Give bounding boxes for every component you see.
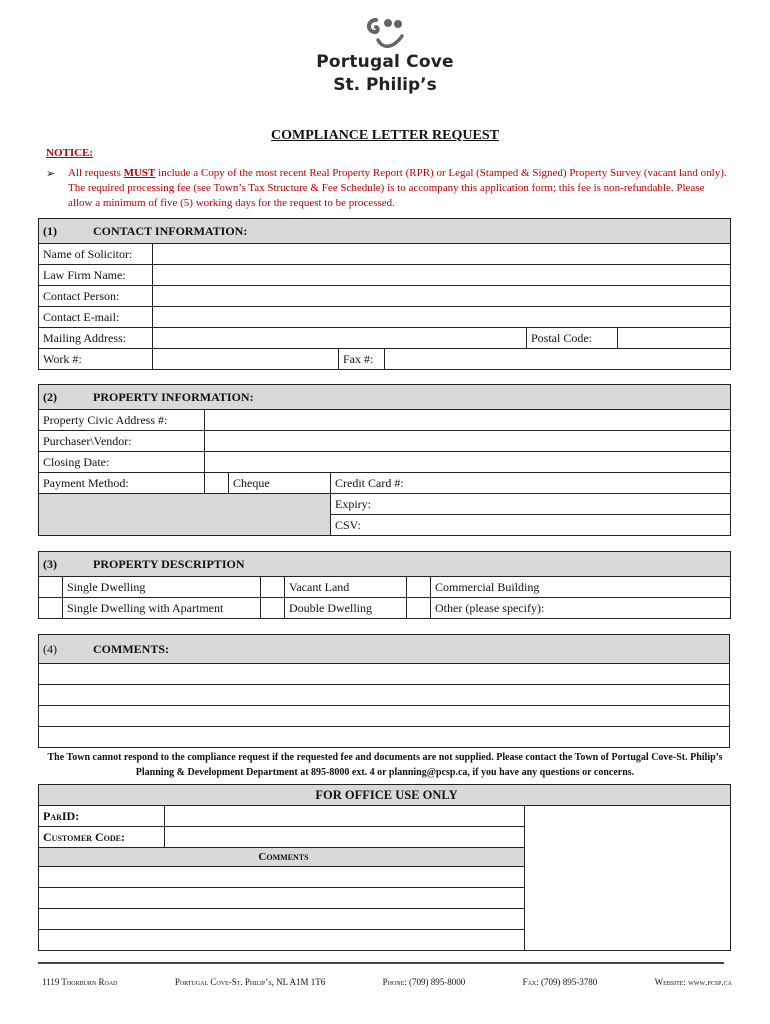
purchaser-vendor-field[interactable]	[205, 431, 731, 452]
logo-text-line1: Portugal Cove	[316, 52, 454, 72]
arrow-bullet-icon: ➢	[46, 168, 56, 180]
comment-line-3[interactable]	[39, 706, 730, 727]
office-comment-line-4[interactable]	[39, 930, 525, 951]
work-phone-label: Work #:	[39, 349, 153, 370]
law-firm-label: Law Firm Name:	[39, 265, 153, 286]
civic-address-field[interactable]	[205, 410, 731, 431]
footer-phone: Phone: (709) 895-8000	[382, 977, 466, 987]
footer-address: 1119 Thorburn Road	[42, 977, 118, 987]
footer-website: Website: www.pcsp.ca	[654, 977, 732, 987]
payment-shaded-area	[39, 494, 331, 536]
expiry-label[interactable]: Expiry:	[331, 494, 731, 515]
other-checkbox[interactable]	[407, 598, 431, 619]
double-dwelling-label: Double Dwelling	[285, 598, 407, 619]
parid-field[interactable]	[165, 806, 525, 827]
vacant-land-label: Vacant Land	[285, 577, 407, 598]
contact-email-field[interactable]	[153, 307, 731, 328]
credit-card-label[interactable]: Credit Card #:	[331, 473, 731, 494]
footer-divider	[38, 962, 724, 964]
payment-method-label: Payment Method:	[39, 473, 205, 494]
contact-person-field[interactable]	[153, 286, 731, 307]
contact-email-label: Contact E-mail:	[39, 307, 153, 328]
postal-code-field[interactable]	[618, 328, 731, 349]
office-comment-line-2[interactable]	[39, 888, 525, 909]
law-firm-field[interactable]	[153, 265, 731, 286]
comment-line-1[interactable]	[39, 664, 730, 685]
office-comment-line-1[interactable]	[39, 867, 525, 888]
section-1-header: (1) CONTACT INFORMATION:	[39, 219, 731, 244]
csv-label[interactable]: CSV:	[331, 515, 731, 536]
office-side-box	[525, 806, 731, 951]
comment-line-4[interactable]	[39, 727, 730, 748]
property-information-section	[38, 384, 731, 536]
office-use-section	[38, 784, 731, 951]
mailing-address-label: Mailing Address:	[39, 328, 153, 349]
purchaser-vendor-label: Purchaser\Vendor:	[39, 431, 205, 452]
closing-date-field[interactable]	[205, 452, 731, 473]
footer-town: Portugal Cove-St. Philip’s, NL A1M 1T6	[174, 977, 326, 987]
logo-text-line2: St. Philip’s	[333, 75, 437, 95]
office-comments-header: Comments	[39, 848, 525, 867]
single-dwelling-label: Single Dwelling	[63, 577, 261, 598]
town-logo-icon	[360, 14, 410, 54]
section-3-header: (3) PROPERTY DESCRIPTION	[39, 552, 731, 577]
office-use-header: FOR OFFICE USE ONLY	[39, 785, 731, 806]
single-dwelling-apartment-label: Single Dwelling with Apartment	[63, 598, 261, 619]
notice-text: All requests MUST include a Copy of the most recent Real Property Report (RPR) or Legal (Stamped & Signed) Property Survey (vacant land only). The required processing fee (see Town’s Tax Structure & Fee Schedule) is to accompany this application form; this fee is non-refundable. Please allow a minimum of five (5) working days for the request to be processed.	[68, 167, 727, 209]
mailing-address-field[interactable]	[153, 328, 527, 349]
postal-code-label: Postal Code:	[527, 328, 618, 349]
work-phone-field[interactable]	[153, 349, 339, 370]
customer-code-label: Customer Code:	[39, 827, 165, 848]
solicitor-field[interactable]	[153, 244, 731, 265]
footer	[42, 977, 732, 987]
parid-label: ParID:	[39, 806, 165, 827]
commercial-building-label: Commercial Building	[431, 577, 731, 598]
office-comment-line-3[interactable]	[39, 909, 525, 930]
section-2-header: (2) PROPERTY INFORMATION:	[39, 385, 731, 410]
property-description-section	[38, 551, 731, 619]
single-dwelling-apartment-checkbox[interactable]	[39, 598, 63, 619]
contact-person-label: Contact Person:	[39, 286, 153, 307]
fax-field[interactable]	[385, 349, 731, 370]
cheque-checkbox[interactable]	[205, 473, 229, 494]
double-dwelling-checkbox[interactable]	[261, 598, 285, 619]
cheque-label: Cheque	[229, 473, 331, 494]
notice-label: NOTICE:	[46, 147, 94, 159]
fax-label: Fax #:	[339, 349, 385, 370]
single-dwelling-checkbox[interactable]	[39, 577, 63, 598]
commercial-building-checkbox[interactable]	[407, 577, 431, 598]
section-4-header: (4) COMMENTS:	[39, 635, 730, 664]
footer-fax: Fax: (709) 895-3780	[522, 977, 598, 987]
disclaimer-text: The Town cannot respond to the compliance request if the requested fee and documents are not supplied. Please contact the Town of Portugal Cove-St. Philip’s Planning & Development Department at 895-8000 ext. 4 or planning@pcsp.ca, if you have any questions or concerns.	[47, 752, 723, 778]
comments-section	[38, 634, 730, 748]
solicitor-label: Name of Solicitor:	[39, 244, 153, 265]
comment-line-2[interactable]	[39, 685, 730, 706]
closing-date-label: Closing Date:	[39, 452, 205, 473]
vacant-land-checkbox[interactable]	[261, 577, 285, 598]
contact-information-section	[38, 218, 731, 370]
page-title: COMPLIANCE LETTER REQUEST	[271, 128, 499, 143]
customer-code-field[interactable]	[165, 827, 525, 848]
notice-must: MUST	[123, 167, 156, 179]
civic-address-label: Property Civic Address #:	[39, 410, 205, 431]
other-label: Other (please specify):	[431, 598, 731, 619]
